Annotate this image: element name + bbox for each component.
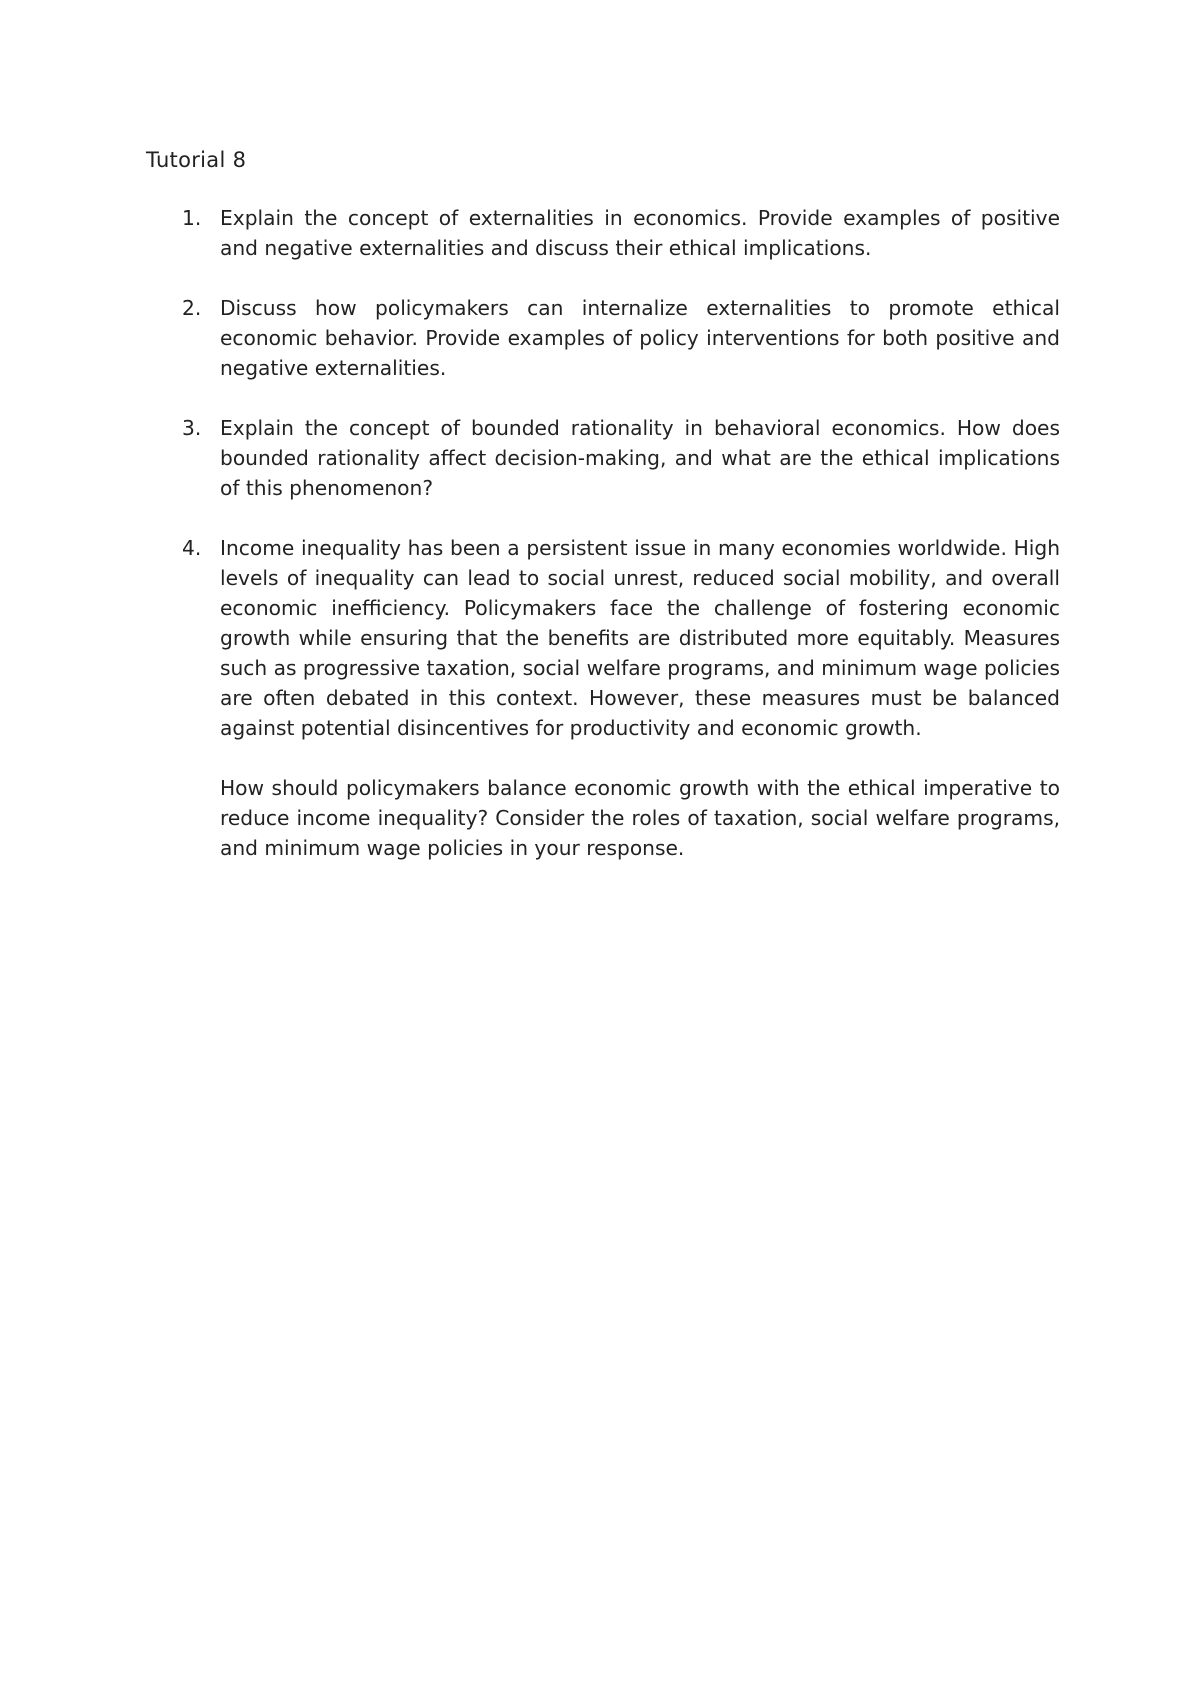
question-text: Explain the concept of bounded rationality in behavioral economics. How does bounded rationality affect decision-making, and what are the ethical implications of this phenomenon?	[220, 416, 1060, 500]
question-text: Discuss how policymakers can internalize externalities to promote ethical economic behavior. Provide examples of policy interventions for both positive and negative externalities.	[220, 296, 1060, 380]
question-item	[146, 293, 1060, 383]
question-text: How should policymakers balance economic growth with the ethical imperative to reduce income inequality? Consider the roles of taxation, social welfare programs, and minimum wage policies in your response.	[220, 776, 1060, 860]
question-number: 4.	[182, 536, 202, 560]
question-number: 2.	[182, 296, 202, 320]
question-text: Explain the concept of externalities in economics. Provide examples of positive and negative externalities and discuss their ethical implications.	[220, 206, 1060, 260]
question-item	[146, 413, 1060, 503]
question-item	[146, 203, 1060, 263]
question-item	[146, 533, 1060, 863]
question-context-text: Income inequality has been a persistent issue in many economies worldwide. High levels of inequality can lead to social unrest, reduced social mobility, and overall economic inefficiency. Policymakers face the challenge of fostering economic growth while ensuring that the benefits are distributed more equitably. Measures such as progressive taxation, social welfare programs, and minimum wage policies are often debated in this context. However, these measures must be balanced against potential disincentives for productivity and economic growth.	[220, 536, 1060, 740]
question-number: 3.	[182, 416, 202, 440]
question-number: 1.	[182, 206, 202, 230]
question-list	[146, 203, 1060, 893]
document-title: Tutorial 8	[146, 148, 247, 172]
